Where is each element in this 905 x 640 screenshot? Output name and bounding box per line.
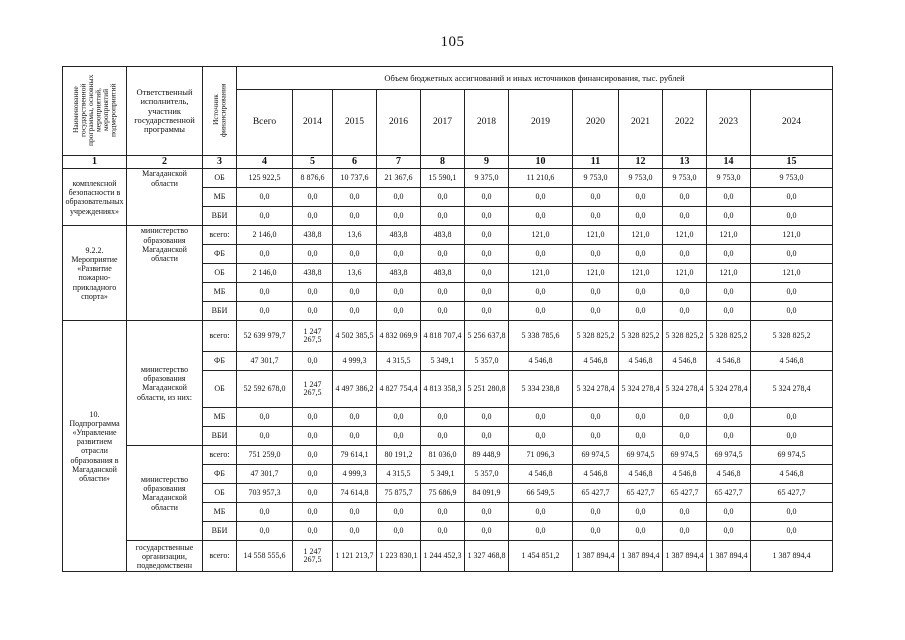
value-cell: 0,0 xyxy=(619,283,663,302)
value-cell: 0,0 xyxy=(237,408,293,427)
value-cell: 0,0 xyxy=(465,226,509,245)
value-cell: 69 974,5 xyxy=(663,446,707,465)
value-cell: 65 427,7 xyxy=(663,484,707,503)
column-number: 8 xyxy=(421,156,465,169)
value-cell: 52 639 979,7 xyxy=(237,321,293,352)
value-cell: 0,0 xyxy=(465,408,509,427)
value-cell: 0,0 xyxy=(293,207,333,226)
header-executor-column: Ответственный исполнитель, участник государственной программы xyxy=(127,67,203,156)
source-cell: МБ xyxy=(203,283,237,302)
header-year: 2021 xyxy=(619,90,663,156)
value-cell: 5 349,1 xyxy=(421,465,465,484)
value-cell: 0,0 xyxy=(465,302,509,321)
value-cell: 80 191,2 xyxy=(377,446,421,465)
source-cell: ОБ xyxy=(203,484,237,503)
value-cell: 0,0 xyxy=(421,503,465,522)
value-cell: 703 957,3 xyxy=(237,484,293,503)
value-cell: 69 974,5 xyxy=(573,446,619,465)
value-cell: 0,0 xyxy=(619,207,663,226)
value-cell: 5 324 278,4 xyxy=(751,371,833,408)
value-cell: 0,0 xyxy=(377,427,421,446)
value-cell: 0,0 xyxy=(751,188,833,207)
value-cell: 0,0 xyxy=(293,503,333,522)
header-year: 2017 xyxy=(421,90,465,156)
value-cell: 71 096,3 xyxy=(509,446,573,465)
value-cell: 0,0 xyxy=(293,302,333,321)
value-cell: 0,0 xyxy=(421,522,465,541)
value-cell: 5 328 825,2 xyxy=(707,321,751,352)
value-cell: 4 813 358,3 xyxy=(421,371,465,408)
value-cell: 751 259,0 xyxy=(237,446,293,465)
column-number: 10 xyxy=(509,156,573,169)
source-cell: МБ xyxy=(203,188,237,207)
value-cell: 0,0 xyxy=(293,484,333,503)
value-cell: 0,0 xyxy=(573,522,619,541)
value-cell: 5 338 785,6 xyxy=(509,321,573,352)
value-cell: 1 244 452,3 xyxy=(421,541,465,572)
source-cell: ФБ xyxy=(203,465,237,484)
value-cell: 0,0 xyxy=(421,283,465,302)
header-source-column: Источник финансирования xyxy=(203,67,237,156)
column-number-row xyxy=(63,156,833,169)
value-cell: 4 546,8 xyxy=(663,352,707,371)
value-cell: 0,0 xyxy=(421,427,465,446)
value-cell: 0,0 xyxy=(751,245,833,264)
value-cell: 0,0 xyxy=(619,245,663,264)
source-cell: ОБ xyxy=(203,371,237,408)
value-cell: 121,0 xyxy=(619,226,663,245)
value-cell: 0,0 xyxy=(333,283,377,302)
value-cell: 0,0 xyxy=(619,408,663,427)
header-year: 2018 xyxy=(465,90,509,156)
value-cell: 0,0 xyxy=(619,302,663,321)
column-number: 6 xyxy=(333,156,377,169)
value-cell: 5 328 825,2 xyxy=(619,321,663,352)
value-cell: 9 753,0 xyxy=(751,169,833,188)
header-volume: Объем бюджетных ассигнований и иных источников финансирования, тыс. рублей xyxy=(237,67,833,90)
value-cell: 69 974,5 xyxy=(707,446,751,465)
source-cell: ОБ xyxy=(203,264,237,283)
column-number: 3 xyxy=(203,156,237,169)
value-cell: 0,0 xyxy=(377,283,421,302)
value-cell: 0,0 xyxy=(293,465,333,484)
table-row xyxy=(63,169,833,188)
source-cell: МБ xyxy=(203,503,237,522)
table-row xyxy=(63,226,833,245)
source-cell: ФБ xyxy=(203,245,237,264)
value-cell: 4 497 386,2 xyxy=(333,371,377,408)
value-cell: 0,0 xyxy=(707,207,751,226)
executor-cell: министерство образования Магаданской области xyxy=(127,226,203,321)
value-cell: 75 686,9 xyxy=(421,484,465,503)
value-cell: 0,0 xyxy=(293,283,333,302)
value-cell: 121,0 xyxy=(573,264,619,283)
value-cell: 0,0 xyxy=(509,522,573,541)
source-cell: всего: xyxy=(203,541,237,572)
value-cell: 4 546,8 xyxy=(573,465,619,484)
value-cell: 0,0 xyxy=(573,245,619,264)
value-cell: 4 546,8 xyxy=(619,352,663,371)
value-cell: 0,0 xyxy=(377,188,421,207)
value-cell: 483,8 xyxy=(377,264,421,283)
source-cell: ВБИ xyxy=(203,427,237,446)
value-cell: 0,0 xyxy=(509,188,573,207)
value-cell: 0,0 xyxy=(509,302,573,321)
value-cell: 0,0 xyxy=(377,408,421,427)
value-cell: 438,8 xyxy=(293,226,333,245)
value-cell: 0,0 xyxy=(751,522,833,541)
column-number: 14 xyxy=(707,156,751,169)
value-cell: 52 592 678,0 xyxy=(237,371,293,408)
value-cell: 121,0 xyxy=(509,226,573,245)
value-cell: 9 753,0 xyxy=(663,169,707,188)
value-cell: 1 223 830,1 xyxy=(377,541,421,572)
source-cell: ОБ xyxy=(203,169,237,188)
value-cell: 15 590,1 xyxy=(421,169,465,188)
value-cell: 0,0 xyxy=(377,503,421,522)
value-cell: 0,0 xyxy=(663,302,707,321)
value-cell: 74 614,8 xyxy=(333,484,377,503)
value-cell: 0,0 xyxy=(377,207,421,226)
value-cell: 4 546,8 xyxy=(619,465,663,484)
value-cell: 0,0 xyxy=(619,188,663,207)
value-cell: 0,0 xyxy=(707,302,751,321)
value-cell: 1 327 468,8 xyxy=(465,541,509,572)
value-cell: 121,0 xyxy=(619,264,663,283)
value-cell: 483,8 xyxy=(377,226,421,245)
value-cell: 47 301,7 xyxy=(237,352,293,371)
value-cell: 0,0 xyxy=(751,283,833,302)
value-cell: 0,0 xyxy=(707,188,751,207)
value-cell: 5 256 637,8 xyxy=(465,321,509,352)
source-cell: МБ xyxy=(203,408,237,427)
value-cell: 4 832 069,9 xyxy=(377,321,421,352)
value-cell: 0,0 xyxy=(293,408,333,427)
value-cell: 0,0 xyxy=(237,207,293,226)
value-cell: 0,0 xyxy=(333,302,377,321)
value-cell: 4 546,8 xyxy=(509,352,573,371)
value-cell: 9 753,0 xyxy=(573,169,619,188)
value-cell: 0,0 xyxy=(663,408,707,427)
value-cell: 4 818 707,4 xyxy=(421,321,465,352)
header-year: 2023 xyxy=(707,90,751,156)
value-cell: 0,0 xyxy=(751,408,833,427)
value-cell: 0,0 xyxy=(573,283,619,302)
value-cell: 5 328 825,2 xyxy=(573,321,619,352)
value-cell: 0,0 xyxy=(619,503,663,522)
value-cell: 65 427,7 xyxy=(619,484,663,503)
column-number: 4 xyxy=(237,156,293,169)
value-cell: 121,0 xyxy=(707,226,751,245)
value-cell: 9 753,0 xyxy=(619,169,663,188)
value-cell: 5 328 825,2 xyxy=(751,321,833,352)
value-cell: 89 448,9 xyxy=(465,446,509,465)
value-cell: 0,0 xyxy=(421,207,465,226)
value-cell: 0,0 xyxy=(333,207,377,226)
column-number: 1 xyxy=(63,156,127,169)
value-cell: 0,0 xyxy=(663,188,707,207)
value-cell: 4 315,5 xyxy=(377,352,421,371)
value-cell: 0,0 xyxy=(293,446,333,465)
value-cell: 0,0 xyxy=(509,408,573,427)
value-cell: 1 387 894,4 xyxy=(619,541,663,572)
source-cell: всего: xyxy=(203,321,237,352)
value-cell: 0,0 xyxy=(573,302,619,321)
value-cell: 4 999,3 xyxy=(333,465,377,484)
program-name-cell: 10. Подпрограмма «Управление развитием отрасли образования в Магаданской области» xyxy=(63,321,127,572)
source-cell: ВБИ xyxy=(203,302,237,321)
value-cell: 0,0 xyxy=(509,427,573,446)
value-cell: 0,0 xyxy=(509,283,573,302)
value-cell: 5 334 238,8 xyxy=(509,371,573,408)
source-cell: ВБИ xyxy=(203,522,237,541)
value-cell: 8 876,6 xyxy=(293,169,333,188)
column-number: 12 xyxy=(619,156,663,169)
value-cell: 0,0 xyxy=(465,522,509,541)
value-cell: 4 546,8 xyxy=(663,465,707,484)
program-name-cell: 9.2.2. Мероприятие «Развитие пожарно-прикладного спорта» xyxy=(63,226,127,321)
value-cell: 9 753,0 xyxy=(707,169,751,188)
table-row xyxy=(63,541,833,572)
value-cell: 14 558 555,6 xyxy=(237,541,293,572)
source-cell: всего: xyxy=(203,226,237,245)
value-cell: 5 349,1 xyxy=(421,352,465,371)
value-cell: 0,0 xyxy=(707,283,751,302)
value-cell: 5 324 278,4 xyxy=(707,371,751,408)
value-cell: 5 328 825,2 xyxy=(663,321,707,352)
value-cell: 65 427,7 xyxy=(707,484,751,503)
header-year: 2015 xyxy=(333,90,377,156)
value-cell: 0,0 xyxy=(293,427,333,446)
value-cell: 1 387 894,4 xyxy=(663,541,707,572)
value-cell: 0,0 xyxy=(421,408,465,427)
value-cell: 0,0 xyxy=(377,522,421,541)
value-cell: 5 251 280,8 xyxy=(465,371,509,408)
table-row xyxy=(63,321,833,352)
column-number: 15 xyxy=(751,156,833,169)
value-cell: 0,0 xyxy=(573,408,619,427)
value-cell: 0,0 xyxy=(707,427,751,446)
value-cell: 0,0 xyxy=(333,427,377,446)
value-cell: 4 546,8 xyxy=(707,352,751,371)
value-cell: 66 549,5 xyxy=(509,484,573,503)
value-cell: 0,0 xyxy=(663,283,707,302)
budget-table xyxy=(62,66,833,572)
value-cell: 0,0 xyxy=(465,188,509,207)
table-row xyxy=(63,446,833,465)
value-cell: 9 375,0 xyxy=(465,169,509,188)
value-cell: 4 546,8 xyxy=(751,465,833,484)
value-cell: 0,0 xyxy=(421,302,465,321)
value-cell: 0,0 xyxy=(377,245,421,264)
value-cell: 21 367,6 xyxy=(377,169,421,188)
value-cell: 0,0 xyxy=(333,503,377,522)
program-name-cell: комплексной безопасности в образовательных учреждениях» xyxy=(63,169,127,226)
value-cell: 0,0 xyxy=(707,408,751,427)
value-cell: 13,6 xyxy=(333,264,377,283)
value-cell: 4 999,3 xyxy=(333,352,377,371)
value-cell: 0,0 xyxy=(619,427,663,446)
value-cell: 121,0 xyxy=(663,226,707,245)
value-cell: 5 357,0 xyxy=(465,352,509,371)
column-number: 7 xyxy=(377,156,421,169)
value-cell: 0,0 xyxy=(237,245,293,264)
value-cell: 1 387 894,4 xyxy=(707,541,751,572)
value-cell: 0,0 xyxy=(751,207,833,226)
value-cell: 79 614,1 xyxy=(333,446,377,465)
value-cell: 0,0 xyxy=(573,427,619,446)
value-cell: 121,0 xyxy=(509,264,573,283)
value-cell: 4 546,8 xyxy=(751,352,833,371)
value-cell: 0,0 xyxy=(573,188,619,207)
value-cell: 65 427,7 xyxy=(573,484,619,503)
value-cell: 0,0 xyxy=(293,352,333,371)
value-cell: 0,0 xyxy=(465,427,509,446)
value-cell: 483,8 xyxy=(421,264,465,283)
value-cell: 5 324 278,4 xyxy=(619,371,663,408)
value-cell: 0,0 xyxy=(333,188,377,207)
source-cell: ВБИ xyxy=(203,207,237,226)
value-cell: 0,0 xyxy=(751,503,833,522)
value-cell: 0,0 xyxy=(509,503,573,522)
header-year: 2024 xyxy=(751,90,833,156)
value-cell: 0,0 xyxy=(421,245,465,264)
value-cell: 483,8 xyxy=(421,226,465,245)
value-cell: 0,0 xyxy=(237,283,293,302)
value-cell: 11 210,6 xyxy=(509,169,573,188)
value-cell: 1 454 851,2 xyxy=(509,541,573,572)
column-number: 11 xyxy=(573,156,619,169)
value-cell: 0,0 xyxy=(293,522,333,541)
value-cell: 0,0 xyxy=(663,503,707,522)
value-cell: 0,0 xyxy=(707,522,751,541)
value-cell: 2 146,0 xyxy=(237,264,293,283)
header-year: 2016 xyxy=(377,90,421,156)
value-cell: 0,0 xyxy=(333,522,377,541)
value-cell: 121,0 xyxy=(573,226,619,245)
value-cell: 0,0 xyxy=(465,503,509,522)
source-cell: ФБ xyxy=(203,352,237,371)
value-cell: 121,0 xyxy=(663,264,707,283)
value-cell: 0,0 xyxy=(465,207,509,226)
executor-cell: Магаданской области xyxy=(127,169,203,226)
value-cell: 0,0 xyxy=(751,427,833,446)
value-cell: 0,0 xyxy=(465,283,509,302)
value-cell: 0,0 xyxy=(421,188,465,207)
value-cell: 0,0 xyxy=(293,188,333,207)
column-number: 5 xyxy=(293,156,333,169)
value-cell: 0,0 xyxy=(663,427,707,446)
value-cell: 1 247 267,5 xyxy=(293,541,333,572)
value-cell: 121,0 xyxy=(751,264,833,283)
value-cell: 0,0 xyxy=(707,503,751,522)
value-cell: 0,0 xyxy=(465,264,509,283)
value-cell: 4 546,8 xyxy=(573,352,619,371)
value-cell: 0,0 xyxy=(333,408,377,427)
value-cell: 0,0 xyxy=(573,207,619,226)
value-cell: 4 315,5 xyxy=(377,465,421,484)
executor-cell: государственные организации, подведомственн xyxy=(127,541,203,572)
value-cell: 1 247 267,5 xyxy=(293,321,333,352)
source-cell: всего: xyxy=(203,446,237,465)
column-number: 9 xyxy=(465,156,509,169)
value-cell: 4 546,8 xyxy=(707,465,751,484)
value-cell: 0,0 xyxy=(509,245,573,264)
value-cell: 121,0 xyxy=(751,226,833,245)
value-cell: 69 974,5 xyxy=(751,446,833,465)
value-cell: 65 427,7 xyxy=(751,484,833,503)
value-cell: 4 827 754,4 xyxy=(377,371,421,408)
header-year: 2014 xyxy=(293,90,333,156)
value-cell: 0,0 xyxy=(377,302,421,321)
value-cell: 5 324 278,4 xyxy=(663,371,707,408)
page-number: 105 xyxy=(440,34,465,50)
header-year: 2020 xyxy=(573,90,619,156)
value-cell: 0,0 xyxy=(751,302,833,321)
value-cell: 75 875,7 xyxy=(377,484,421,503)
value-cell: 81 036,0 xyxy=(421,446,465,465)
value-cell: 121,0 xyxy=(707,264,751,283)
value-cell: 1 121 213,7 xyxy=(333,541,377,572)
value-cell: 0,0 xyxy=(509,207,573,226)
value-cell: 84 091,9 xyxy=(465,484,509,503)
value-cell: 4 546,8 xyxy=(509,465,573,484)
value-cell: 0,0 xyxy=(237,427,293,446)
column-number: 2 xyxy=(127,156,203,169)
value-cell: 0,0 xyxy=(663,207,707,226)
executor-cell: министерство образования Магаданской области, из них: xyxy=(127,321,203,446)
value-cell: 5 357,0 xyxy=(465,465,509,484)
value-cell: 4 502 385,5 xyxy=(333,321,377,352)
value-cell: 69 974,5 xyxy=(619,446,663,465)
value-cell: 1 387 894,4 xyxy=(751,541,833,572)
value-cell: 13,6 xyxy=(333,226,377,245)
header-year: 2019 xyxy=(509,90,573,156)
value-cell: 125 922,5 xyxy=(237,169,293,188)
value-cell: 0,0 xyxy=(465,245,509,264)
value-cell: 2 146,0 xyxy=(237,226,293,245)
value-cell: 0,0 xyxy=(237,522,293,541)
value-cell: 0,0 xyxy=(237,188,293,207)
value-cell: 0,0 xyxy=(663,245,707,264)
value-cell: 0,0 xyxy=(573,503,619,522)
value-cell: 1 387 894,4 xyxy=(573,541,619,572)
executor-cell: министерство образования Магаданской области xyxy=(127,446,203,541)
header-total: Всего xyxy=(237,90,293,156)
column-number: 13 xyxy=(663,156,707,169)
value-cell: 0,0 xyxy=(293,245,333,264)
value-cell: 438,8 xyxy=(293,264,333,283)
value-cell: 5 324 278,4 xyxy=(573,371,619,408)
value-cell: 0,0 xyxy=(333,245,377,264)
header-year: 2022 xyxy=(663,90,707,156)
header-name-column: Наименование государственной программы, основных мероприятий, мероприятий подмероприятий xyxy=(63,67,127,156)
value-cell: 0,0 xyxy=(663,522,707,541)
value-cell: 0,0 xyxy=(237,302,293,321)
value-cell: 1 247 267,5 xyxy=(293,371,333,408)
value-cell: 0,0 xyxy=(619,522,663,541)
value-cell: 0,0 xyxy=(237,503,293,522)
value-cell: 10 737,6 xyxy=(333,169,377,188)
value-cell: 47 301,7 xyxy=(237,465,293,484)
value-cell: 0,0 xyxy=(707,245,751,264)
